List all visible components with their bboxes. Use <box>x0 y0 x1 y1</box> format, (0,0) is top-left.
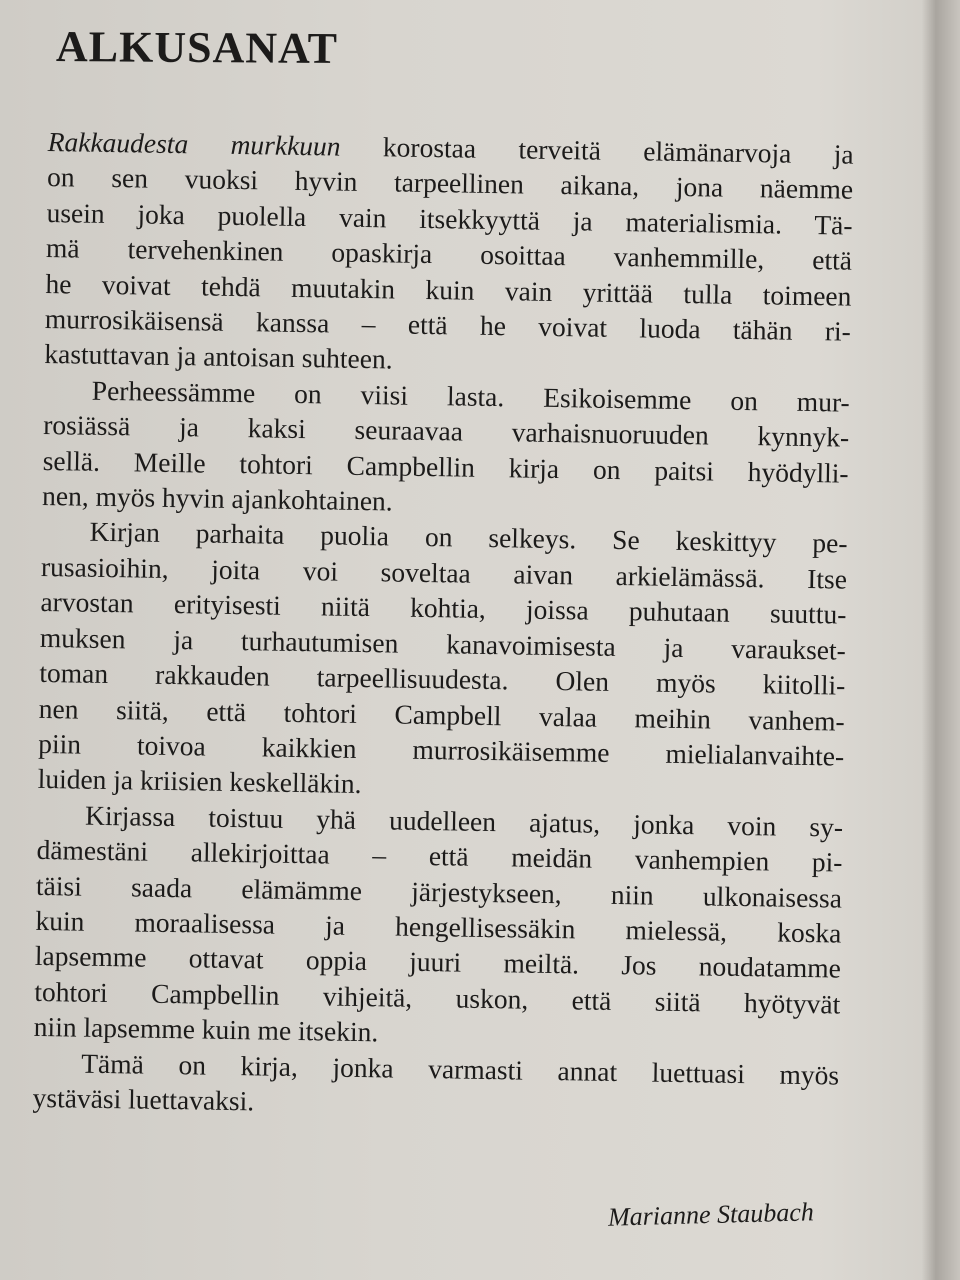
line-text: lapsemme ottavat oppia juuri meiltä. Jos noudatamme <box>34 940 842 984</box>
line-text: toman rakkauden tarpeellisuudesta. Olen myös kiitolli- <box>39 657 846 701</box>
line-text: Kirjassa toistuu yhä uudelleen ajatus, jonka voin sy- <box>84 799 844 843</box>
page-title: ALKUSANAT <box>55 22 339 73</box>
foreword-text <box>32 124 853 1128</box>
line-text: muksen ja turhautumisen kanavoimisesta ja varaukset- <box>39 621 847 666</box>
book-title: Rakkaudesta murkkuun <box>47 125 341 162</box>
line-text: on sen vuoksi hyvin tarpeellinen aikana, jona näemme <box>46 161 854 206</box>
line-text: korostaa terveitä elämänarvoja ja <box>340 130 854 170</box>
line-text: dämestäni allekirjoittaa – että meidän vanhempien pi- <box>36 834 843 878</box>
line-text: piin toivoa kaikkien murrosikäisemme mielialanvaihte- <box>38 727 845 772</box>
line-text: nen siitä, että tohtori Campbell valaa meihin vanhem- <box>38 692 845 737</box>
line-text: rosiässä ja kaksi seuraavaa varhaisnuoruuden kynnyk- <box>43 409 850 453</box>
line-text: he voivat tehdä muutakin kuin vain yrittää tulla toimeen <box>45 267 852 312</box>
line-text: nen, myös hyvin ajankohtainen. <box>41 480 393 517</box>
line-text: Tämä on kirja, jonka varmasti annat luettuasi myös <box>81 1047 840 1091</box>
line-text: murrosikäisensä kanssa – että he voivat luoda tähän ri- <box>44 303 852 347</box>
line-text: rusasioihin, joita voi soveltaa aivan arkielämässä. Itse <box>40 550 848 595</box>
line-text: niin lapsemme kuin me itsekin. <box>33 1011 379 1048</box>
author-signature: Marianne Staubach <box>607 1197 815 1232</box>
line-text: sellä. Meille tohtori Campbellin kirja on paitsi hyödylli- <box>42 444 849 489</box>
line-text: luiden ja kriisien keskelläkin. <box>37 763 362 800</box>
line-text: Perheessämme on viisi lasta. Esikoisemme on mur- <box>91 374 850 418</box>
line-text: arvostan erityisesti niitä kohtia, joissa puhutaan suuttu- <box>40 586 847 630</box>
line-text: usein joka puolella vain itsekkyyttä ja materialismia. Tä- <box>46 196 853 241</box>
line-text: kastuttavan ja antoisan suhteen. <box>44 338 393 375</box>
line-text: täisi saada elämämme järjestykseen, niin ulkonaisessa <box>35 869 843 914</box>
line-text: Kirjan parhaita puolia on selkeys. Se keskittyy pe- <box>89 516 848 560</box>
line-text: tohtori Campbellin vihjeitä, uskon, että siitä hyötyvät <box>34 975 841 1020</box>
line-text: kuin moraalisessa ja hengellisessäkin mielessä, koska <box>35 904 842 949</box>
line-text: ystäväsi luettavaksi. <box>32 1081 255 1117</box>
line-text: mä tervehenkinen opaskirja osoittaa vanhemmille, että <box>45 232 853 276</box>
